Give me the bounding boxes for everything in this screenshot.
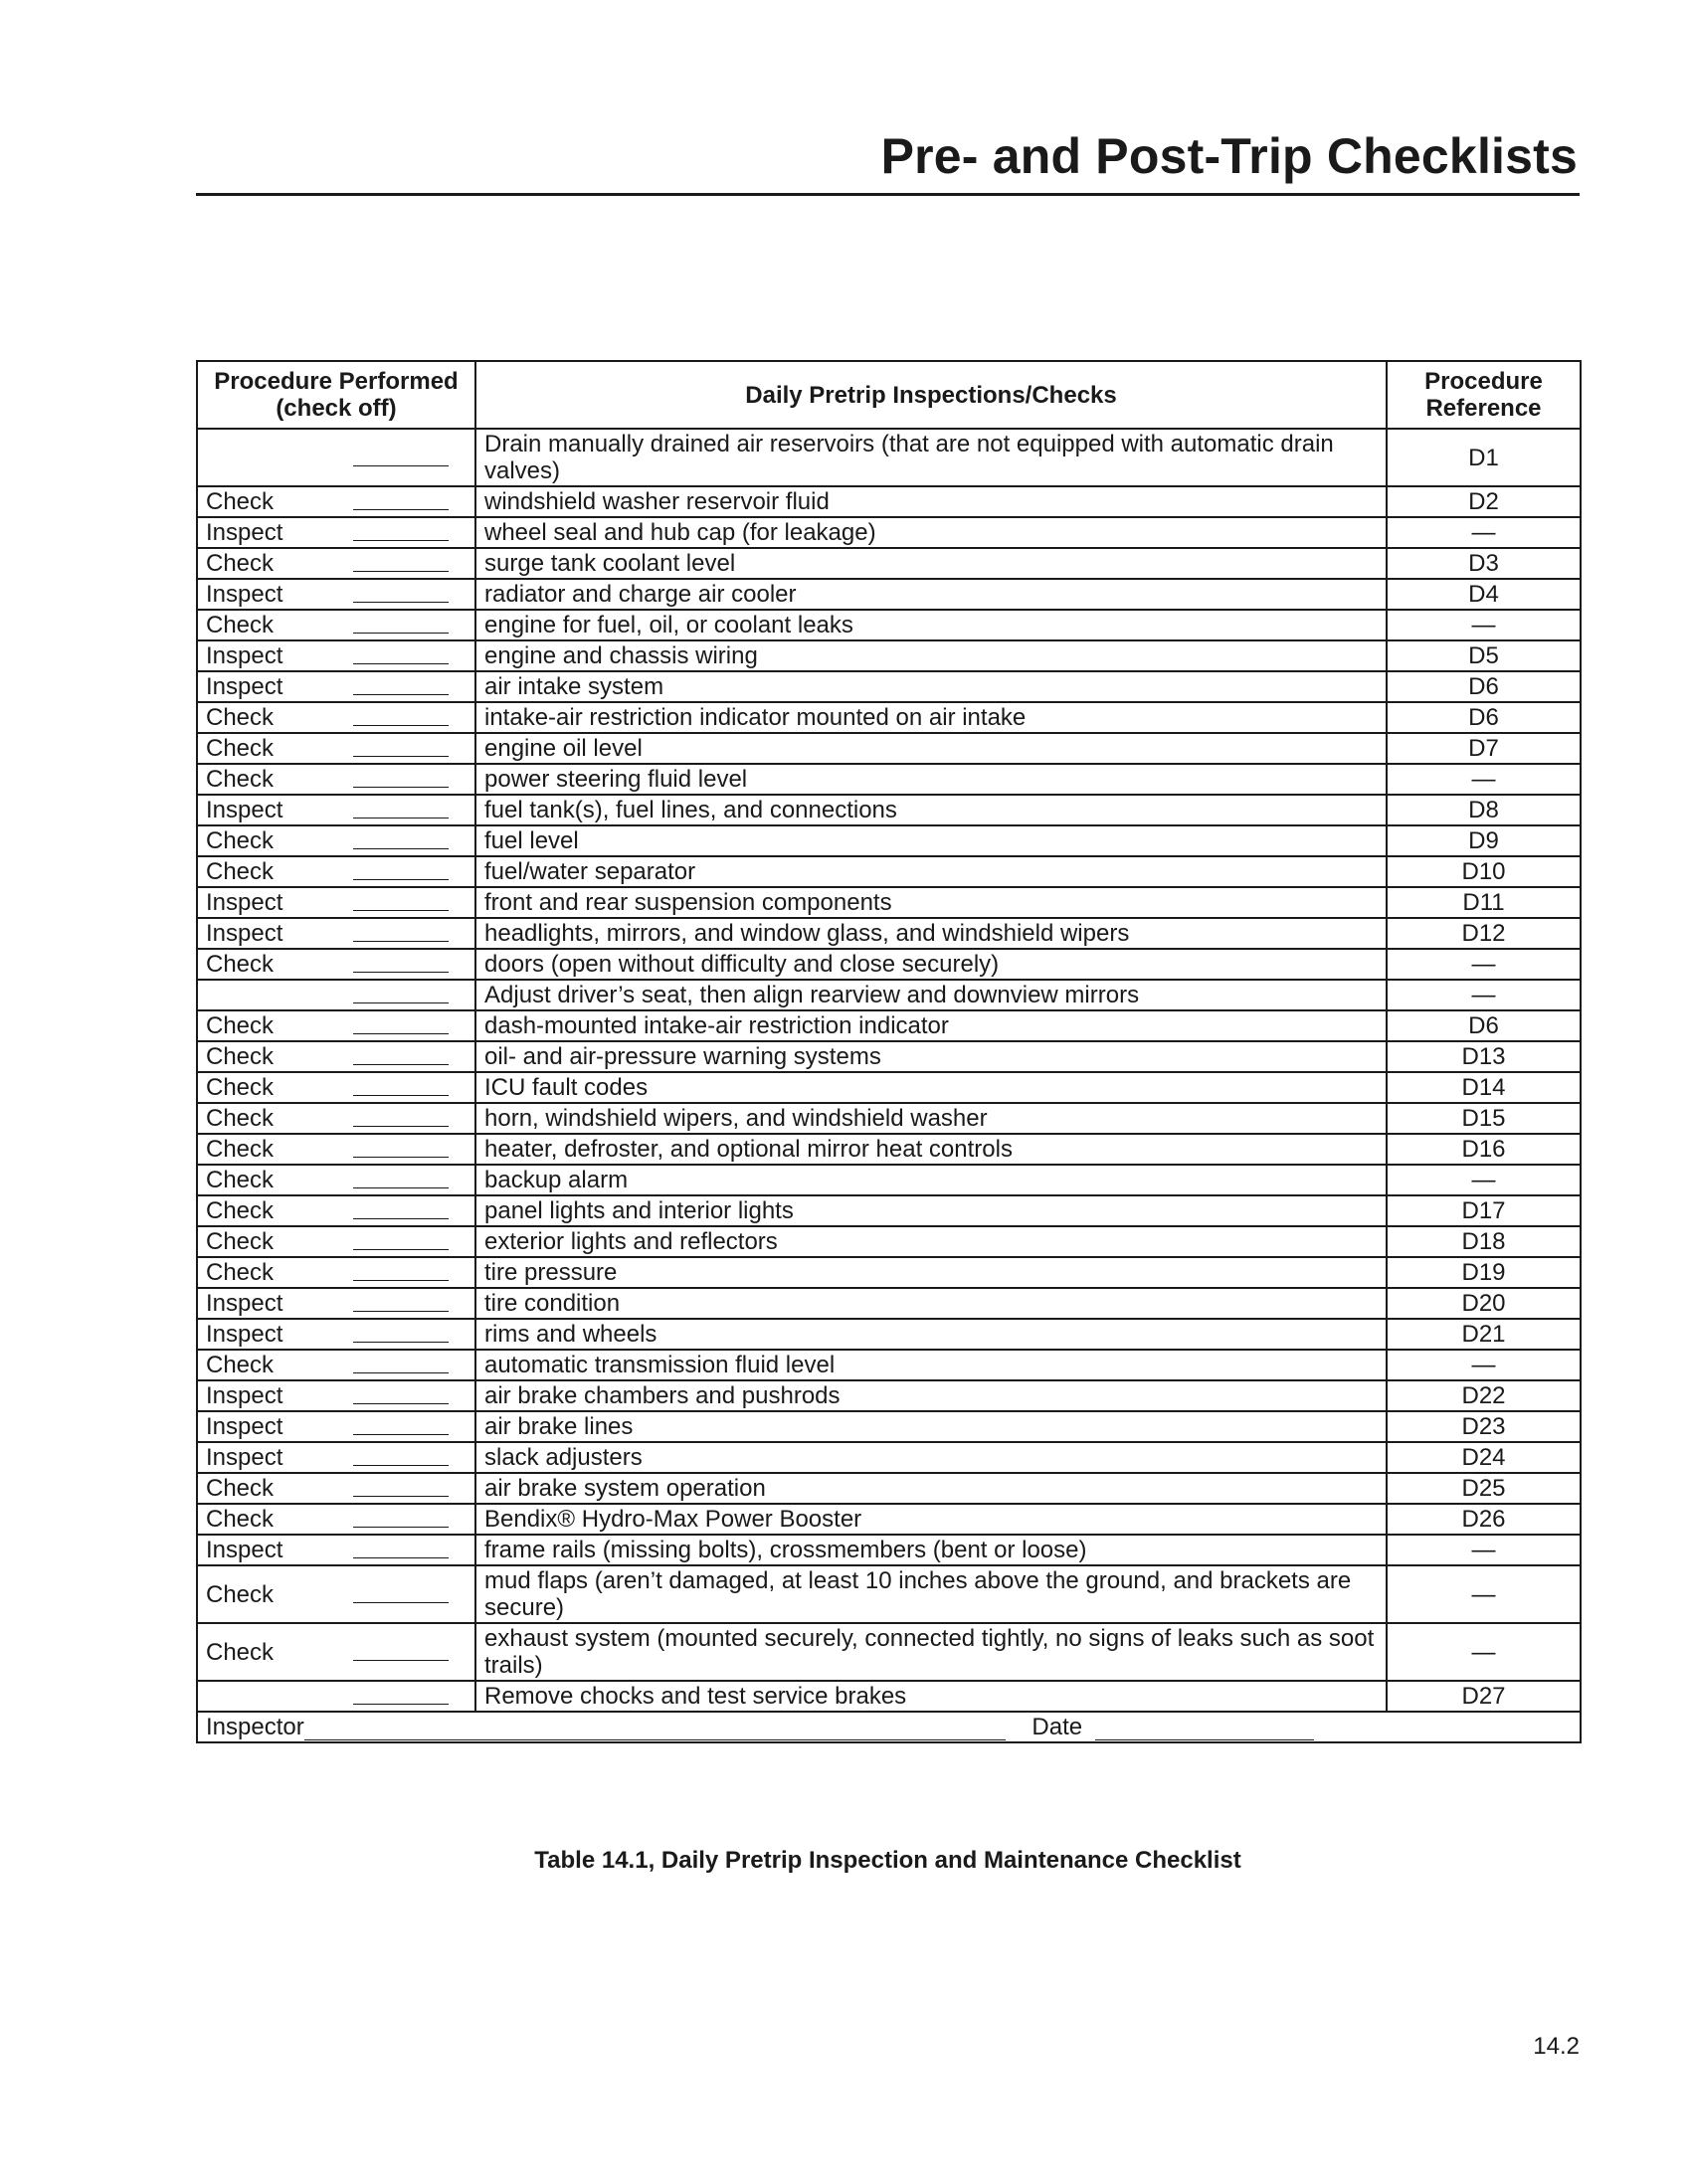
header-procedure-performed: Procedure Performed (check off) — [197, 361, 475, 429]
procedure-performed-cell — [197, 1565, 475, 1623]
procedure-reference: D11 — [1387, 887, 1581, 918]
procedure-performed-cell — [197, 1442, 475, 1473]
procedure-reference: D17 — [1387, 1195, 1581, 1226]
action-label: Check — [206, 1259, 275, 1286]
procedure-reference: D18 — [1387, 1226, 1581, 1257]
check-off-line[interactable] — [353, 1174, 449, 1188]
procedure-reference: D6 — [1387, 702, 1581, 733]
action-label: Check — [206, 1352, 275, 1378]
procedure-performed-cell — [197, 1195, 475, 1226]
procedure-reference: D26 — [1387, 1504, 1581, 1535]
action-label: Check — [206, 704, 275, 731]
action-label: Inspect — [206, 920, 283, 947]
action-label: Check — [206, 1228, 275, 1255]
action-label: Check — [206, 550, 275, 577]
procedure-reference: D13 — [1387, 1041, 1581, 1072]
procedure-reference: D15 — [1387, 1103, 1581, 1134]
procedure-performed-cell — [197, 1623, 475, 1681]
check-off-line[interactable] — [353, 526, 449, 541]
table-header-row — [197, 361, 1581, 429]
table-row — [197, 610, 1581, 640]
check-off-line[interactable] — [353, 927, 449, 942]
check-off-line[interactable] — [353, 1297, 449, 1312]
procedure-reference: D20 — [1387, 1288, 1581, 1319]
page-number: 14.2 — [1533, 2033, 1580, 2060]
check-off-line[interactable] — [353, 1513, 449, 1528]
table-row — [197, 702, 1581, 733]
table-row — [197, 825, 1581, 856]
procedure-performed-cell — [197, 733, 475, 764]
action-label: Check — [206, 1136, 275, 1163]
check-off-line[interactable] — [353, 680, 449, 695]
checklist-body — [197, 429, 1581, 1712]
table-row — [197, 918, 1581, 949]
procedure-performed-cell — [197, 517, 475, 548]
table-row — [197, 1535, 1581, 1565]
check-off-line[interactable] — [353, 1451, 449, 1466]
table-caption: Table 14.1, Daily Pretrip Inspection and Maintenance Checklist — [534, 1847, 1241, 1874]
inspection-item-text: air brake chambers and pushrods — [475, 1380, 1387, 1411]
procedure-reference: — — [1387, 1350, 1581, 1380]
check-off-line[interactable] — [353, 495, 449, 510]
procedure-reference: D22 — [1387, 1380, 1581, 1411]
signature-row — [197, 1712, 1581, 1742]
procedure-reference: — — [1387, 980, 1581, 1010]
action-label: Inspect — [206, 1321, 283, 1348]
check-off-line[interactable] — [353, 1081, 449, 1096]
procedure-reference: D6 — [1387, 671, 1581, 702]
inspection-item-text: Drain manually drained air reservoirs (that are not equipped with automatic drain valves) — [475, 429, 1387, 486]
action-label: Check — [206, 1197, 275, 1224]
check-off-line[interactable] — [353, 1112, 449, 1127]
check-off-line[interactable] — [353, 1646, 449, 1661]
title-rule — [196, 193, 1580, 196]
procedure-reference: D16 — [1387, 1134, 1581, 1165]
inspection-item-text: air intake system — [475, 671, 1387, 702]
inspection-item-text: ICU fault codes — [475, 1072, 1387, 1103]
procedure-performed-cell — [197, 1504, 475, 1535]
action-label: Check — [206, 612, 275, 638]
table-row — [197, 548, 1581, 579]
table-row — [197, 1195, 1581, 1226]
inspection-item-text: heater, defroster, and optional mirror heat controls — [475, 1134, 1387, 1165]
inspection-item-text: backup alarm — [475, 1165, 1387, 1195]
inspection-item-text: rims and wheels — [475, 1319, 1387, 1350]
inspection-item-text: horn, windshield wipers, and windshield washer — [475, 1103, 1387, 1134]
procedure-reference: — — [1387, 1565, 1581, 1623]
procedure-performed-cell — [197, 1134, 475, 1165]
check-off-line[interactable] — [353, 619, 449, 634]
procedure-performed-cell — [197, 1010, 475, 1041]
inspection-item-text: frame rails (missing bolts), crossmembers (bent or loose) — [475, 1535, 1387, 1565]
procedure-performed-cell — [197, 1226, 475, 1257]
action-label: Inspect — [206, 519, 283, 546]
table-row — [197, 1072, 1581, 1103]
table-row — [197, 1010, 1581, 1041]
action-label: Check — [206, 1638, 275, 1666]
check-off-line[interactable] — [353, 649, 449, 664]
inspection-item-text: air brake system operation — [475, 1473, 1387, 1504]
inspection-item-text: Adjust driver’s seat, then align rearview and downview mirrors — [475, 980, 1387, 1010]
action-label: Check — [206, 1043, 275, 1070]
inspection-item-text: tire condition — [475, 1288, 1387, 1319]
action-label: Inspect — [206, 642, 283, 669]
table-row — [197, 856, 1581, 887]
table-row — [197, 1350, 1581, 1380]
check-off-line[interactable] — [353, 1690, 449, 1705]
procedure-performed-cell — [197, 1473, 475, 1504]
action-label: Check — [206, 1580, 275, 1608]
procedure-reference: — — [1387, 1535, 1581, 1565]
check-off-line[interactable] — [353, 452, 449, 466]
table-row — [197, 764, 1581, 795]
inspection-item-text: slack adjusters — [475, 1442, 1387, 1473]
action-label: Check — [206, 827, 275, 854]
table-row — [197, 1442, 1581, 1473]
table-row — [197, 949, 1581, 980]
check-off-line[interactable] — [353, 1019, 449, 1034]
inspection-item-text: panel lights and interior lights — [475, 1195, 1387, 1226]
check-off-line[interactable] — [353, 557, 449, 572]
table-row — [197, 671, 1581, 702]
inspection-item-text: engine for fuel, oil, or coolant leaks — [475, 610, 1387, 640]
inspection-item-text: oil- and air-pressure warning systems — [475, 1041, 1387, 1072]
check-off-line[interactable] — [353, 989, 449, 1003]
procedure-performed-cell — [197, 1681, 475, 1712]
check-off-line[interactable] — [353, 1266, 449, 1281]
action-label: Check — [206, 735, 275, 762]
table-row — [197, 429, 1581, 486]
procedure-performed-cell — [197, 579, 475, 610]
inspection-item-text: windshield washer reservoir fluid — [475, 486, 1387, 517]
inspection-item-text: headlights, mirrors, and window glass, and windshield wipers — [475, 918, 1387, 949]
procedure-reference: D24 — [1387, 1442, 1581, 1473]
procedure-performed-cell — [197, 1165, 475, 1195]
check-off-line[interactable] — [353, 834, 449, 849]
check-off-line[interactable] — [353, 1420, 449, 1435]
date-line[interactable] — [1095, 1718, 1314, 1740]
procedure-reference: D10 — [1387, 856, 1581, 887]
procedure-performed-cell — [197, 949, 475, 980]
table-row — [197, 1257, 1581, 1288]
procedure-performed-cell — [197, 764, 475, 795]
procedure-reference: D14 — [1387, 1072, 1581, 1103]
action-label: Inspect — [206, 1537, 283, 1563]
procedure-performed-cell — [197, 1535, 475, 1565]
table-row — [197, 1103, 1581, 1134]
check-off-line[interactable] — [353, 1482, 449, 1497]
procedure-performed-cell — [197, 1041, 475, 1072]
procedure-reference: D7 — [1387, 733, 1581, 764]
procedure-reference: — — [1387, 764, 1581, 795]
inspection-item-text: tire pressure — [475, 1257, 1387, 1288]
action-label: Check — [206, 951, 275, 978]
procedure-reference: D23 — [1387, 1411, 1581, 1442]
action-label: Inspect — [206, 581, 283, 608]
check-off-line[interactable] — [353, 804, 449, 819]
page-title: Pre- and Post-Trip Checklists — [880, 128, 1578, 184]
check-off-line[interactable] — [353, 1235, 449, 1250]
procedure-reference: D3 — [1387, 548, 1581, 579]
check-off-line[interactable] — [353, 1204, 449, 1219]
signature-cell — [197, 1712, 1581, 1742]
procedure-performed-cell — [197, 918, 475, 949]
inspection-item-text: radiator and charge air cooler — [475, 579, 1387, 610]
inspection-item-text: exhaust system (mounted securely, connected tightly, no signs of leaks such as soot trails) — [475, 1623, 1387, 1681]
check-off-line[interactable] — [353, 1359, 449, 1373]
procedure-performed-cell — [197, 1350, 475, 1380]
table-row — [197, 1565, 1581, 1623]
procedure-performed-cell — [197, 795, 475, 825]
action-label: Inspect — [206, 1290, 283, 1317]
check-off-line[interactable] — [353, 1143, 449, 1158]
action-label: Inspect — [206, 889, 283, 916]
table-row — [197, 1226, 1581, 1257]
procedure-performed-cell — [197, 640, 475, 671]
table-row — [197, 1623, 1581, 1681]
procedure-reference: D27 — [1387, 1681, 1581, 1712]
procedure-reference: D5 — [1387, 640, 1581, 671]
action-label: Check — [206, 1475, 275, 1502]
date-label: Date — [1032, 1714, 1083, 1740]
check-off-line[interactable] — [353, 711, 449, 726]
inspection-item-text: fuel level — [475, 825, 1387, 856]
inspection-item-text: exterior lights and reflectors — [475, 1226, 1387, 1257]
table-row — [197, 1134, 1581, 1165]
action-label: Check — [206, 1167, 275, 1193]
table-row — [197, 517, 1581, 548]
pretrip-checklist-table — [196, 360, 1582, 1743]
procedure-performed-cell — [197, 1411, 475, 1442]
inspection-item-text: automatic transmission fluid level — [475, 1350, 1387, 1380]
inspection-item-text: engine oil level — [475, 733, 1387, 764]
procedure-performed-cell — [197, 825, 475, 856]
inspection-item-text: dash-mounted intake-air restriction indicator — [475, 1010, 1387, 1041]
table-row — [197, 980, 1581, 1010]
check-off-line[interactable] — [353, 865, 449, 880]
procedure-performed-cell — [197, 1288, 475, 1319]
procedure-reference: D25 — [1387, 1473, 1581, 1504]
table-row — [197, 579, 1581, 610]
action-label: Check — [206, 1105, 275, 1132]
procedure-performed-cell — [197, 1319, 475, 1350]
procedure-performed-cell — [197, 1380, 475, 1411]
inspection-item-text: Bendix® Hydro-Max Power Booster — [475, 1504, 1387, 1535]
action-label: Check — [206, 766, 275, 793]
procedure-reference: D12 — [1387, 918, 1581, 949]
table-row — [197, 1504, 1581, 1535]
procedure-performed-cell — [197, 980, 475, 1010]
inspection-item-text: air brake lines — [475, 1411, 1387, 1442]
action-label: Inspect — [206, 1444, 283, 1471]
check-off-line[interactable] — [353, 1328, 449, 1343]
action-label: Inspect — [206, 797, 283, 823]
check-off-line[interactable] — [353, 742, 449, 757]
procedure-reference: D6 — [1387, 1010, 1581, 1041]
check-off-line[interactable] — [353, 1544, 449, 1558]
procedure-performed-cell — [197, 702, 475, 733]
procedure-reference: D21 — [1387, 1319, 1581, 1350]
table-row — [197, 1041, 1581, 1072]
inspection-item-text: wheel seal and hub cap (for leakage) — [475, 517, 1387, 548]
header-procedure-reference: Procedure Reference — [1387, 361, 1581, 429]
action-label: Inspect — [206, 673, 283, 700]
inspector-signature-line[interactable] — [304, 1718, 1006, 1740]
action-label: Check — [206, 488, 275, 515]
inspection-item-text: mud flaps (aren’t damaged, at least 10 inches above the ground, and brackets are secure) — [475, 1565, 1387, 1623]
procedure-reference: — — [1387, 517, 1581, 548]
procedure-reference: D9 — [1387, 825, 1581, 856]
inspection-item-text: engine and chassis wiring — [475, 640, 1387, 671]
procedure-reference: D19 — [1387, 1257, 1581, 1288]
procedure-reference: — — [1387, 610, 1581, 640]
inspection-item-text: intake-air restriction indicator mounted on air intake — [475, 702, 1387, 733]
procedure-reference: D4 — [1387, 579, 1581, 610]
inspection-item-text: doors (open without difficulty and close securely) — [475, 949, 1387, 980]
procedure-performed-cell — [197, 610, 475, 640]
inspection-item-text: fuel tank(s), fuel lines, and connections — [475, 795, 1387, 825]
inspection-item-text: Remove chocks and test service brakes — [475, 1681, 1387, 1712]
procedure-performed-cell — [197, 548, 475, 579]
inspection-item-text: front and rear suspension components — [475, 887, 1387, 918]
procedure-reference: D1 — [1387, 429, 1581, 486]
table-row — [197, 486, 1581, 517]
check-off-line[interactable] — [353, 588, 449, 603]
action-label: Check — [206, 1074, 275, 1101]
inspector-label: Inspector — [206, 1714, 304, 1740]
check-off-line[interactable] — [353, 1588, 449, 1603]
action-label: Check — [206, 1012, 275, 1039]
table-row — [197, 1288, 1581, 1319]
inspection-item-text: fuel/water separator — [475, 856, 1387, 887]
procedure-performed-cell — [197, 429, 475, 486]
table-row — [197, 640, 1581, 671]
procedure-reference: D2 — [1387, 486, 1581, 517]
action-label: Inspect — [206, 1382, 283, 1409]
check-off-line[interactable] — [353, 1050, 449, 1065]
action-label: Check — [206, 1506, 275, 1533]
table-row — [197, 1319, 1581, 1350]
procedure-performed-cell — [197, 1103, 475, 1134]
table-row — [197, 1380, 1581, 1411]
table-row — [197, 733, 1581, 764]
table-row — [197, 795, 1581, 825]
table-row — [197, 1411, 1581, 1442]
procedure-performed-cell — [197, 1072, 475, 1103]
procedure-performed-cell — [197, 486, 475, 517]
procedure-reference: — — [1387, 949, 1581, 980]
procedure-performed-cell — [197, 671, 475, 702]
procedure-performed-cell — [197, 1257, 475, 1288]
procedure-reference: — — [1387, 1165, 1581, 1195]
action-label: Inspect — [206, 1413, 283, 1440]
table-row — [197, 887, 1581, 918]
procedure-reference: D8 — [1387, 795, 1581, 825]
check-off-line[interactable] — [353, 958, 449, 973]
inspection-item-text: surge tank coolant level — [475, 548, 1387, 579]
check-off-line[interactable] — [353, 773, 449, 788]
procedure-performed-cell — [197, 887, 475, 918]
table-row — [197, 1473, 1581, 1504]
inspection-item-text: power steering fluid level — [475, 764, 1387, 795]
check-off-line[interactable] — [353, 1389, 449, 1404]
header-daily-inspections: Daily Pretrip Inspections/Checks — [475, 361, 1387, 429]
check-off-line[interactable] — [353, 896, 449, 911]
table-row — [197, 1165, 1581, 1195]
action-label: Check — [206, 858, 275, 885]
procedure-reference: — — [1387, 1623, 1581, 1681]
procedure-performed-cell — [197, 856, 475, 887]
table-row — [197, 1681, 1581, 1712]
